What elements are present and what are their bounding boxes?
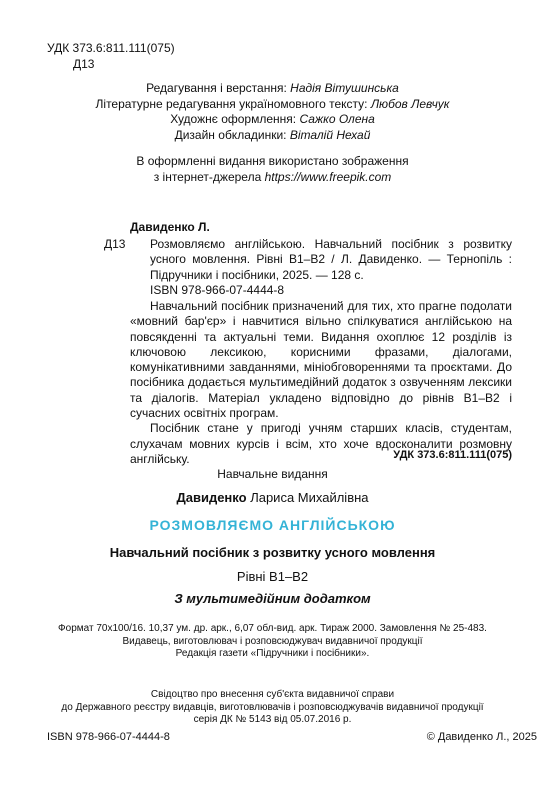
publication-subtitle: Навчальний посібник з розвитку усного мовлення [109,545,436,560]
credit-art: Художнє оформлення: Сажко Олена [170,112,375,126]
certificate-block: Свідоцтво про внесення суб'єкта видавничої справи до Державного реєстру видавців, виготовлювачів і розповсюджувачів видавничої продукції серія ДК № 5143 від 05.07.2016 р. [61,689,484,725]
card-annotation [130,299,512,467]
footer-isbn: ISBN 978-966-07-4444-8 [47,731,170,743]
imprint-publisher: Видавець, виготовлювач і розповсюджувач видавничої продукції [122,635,423,647]
publication-level: Рівні В1–В2 [236,569,309,584]
imprint-publisher-name: Редакція газети «Підручники і посібники». [175,648,370,659]
annotation-paragraph: Посібник стане у пригоді учням старших класів, студентам, слухачам мовних курсів і всім, хто хоче вдосконалити розмовну англійську. [130,421,512,466]
credit-cover: Дизайн обкладинки: Віталій Нехай [174,127,371,142]
catalog-card [0,220,545,470]
credit-editing: Редагування і верстання: Надія Вітушинська [146,81,399,95]
credit-literary: Літературне редагування україномовного тексту: Любов Левчук [95,96,450,111]
credits-block [0,81,545,143]
publication-title: РОЗМОВЛЯЄМО АНГЛІЙСЬКОЮ [149,517,396,533]
freepik-link: https://www.freepik.com [264,170,392,184]
card-udk: УДК 373.6:811.111(075) [393,449,512,461]
imprint-block [0,623,545,661]
publication-author: Давиденко Лариса Михайлівна [176,490,369,505]
footer-copyright: © Давиденко Л., 2025 [426,731,537,743]
image-source-note: В оформленні видання використано зображення з інтернет-джерела https://www.freepik.com [136,154,409,184]
card-author: Давиденко Л. [130,220,210,234]
card-isbn: ISBN 978-966-07-4444-8 [150,283,285,297]
imprint-format: Формат 70x100/16. 10,37 ум. др. арк., 6,07 обл-вид. арк. Тираж 2000. Замовлення № 25-483. [58,623,487,634]
annotation-paragraph: Навчальний посібник призначений для тих, хто прагне подолати «мовний бар'єр» і навчитися вільно спілкуватися англійською на повсякденні та актуальні теми. Видання охоплює 12 розділів із ключовою лексикою, корисними фразами, діалогами, комунікативними завданнями, мініобговореннями та проєктами. До посібника додається мультимедійний додаток з озвученням лексики та діалогів. Матеріал укладено відповідно до рівнів В1–В2 і сучасних освітніх програм. [130,299,512,421]
card-bibliographic-record: Розмовляємо англійською. Навчальний посібник з розвитку усного мовлення. Рівні В1–В2 / Л. Давиденко. — Тернопіль : Підручники і посібники, 2025. — 128 с. [150,237,512,282]
card-index: Д13 [104,237,126,251]
udk-code: УДК 373.6:811.111(075) [47,41,175,55]
publication-type: Навчальне видання [217,467,328,481]
publication-supplement: З мультимедійним додатком [174,591,371,606]
library-index: Д13 [73,57,95,71]
